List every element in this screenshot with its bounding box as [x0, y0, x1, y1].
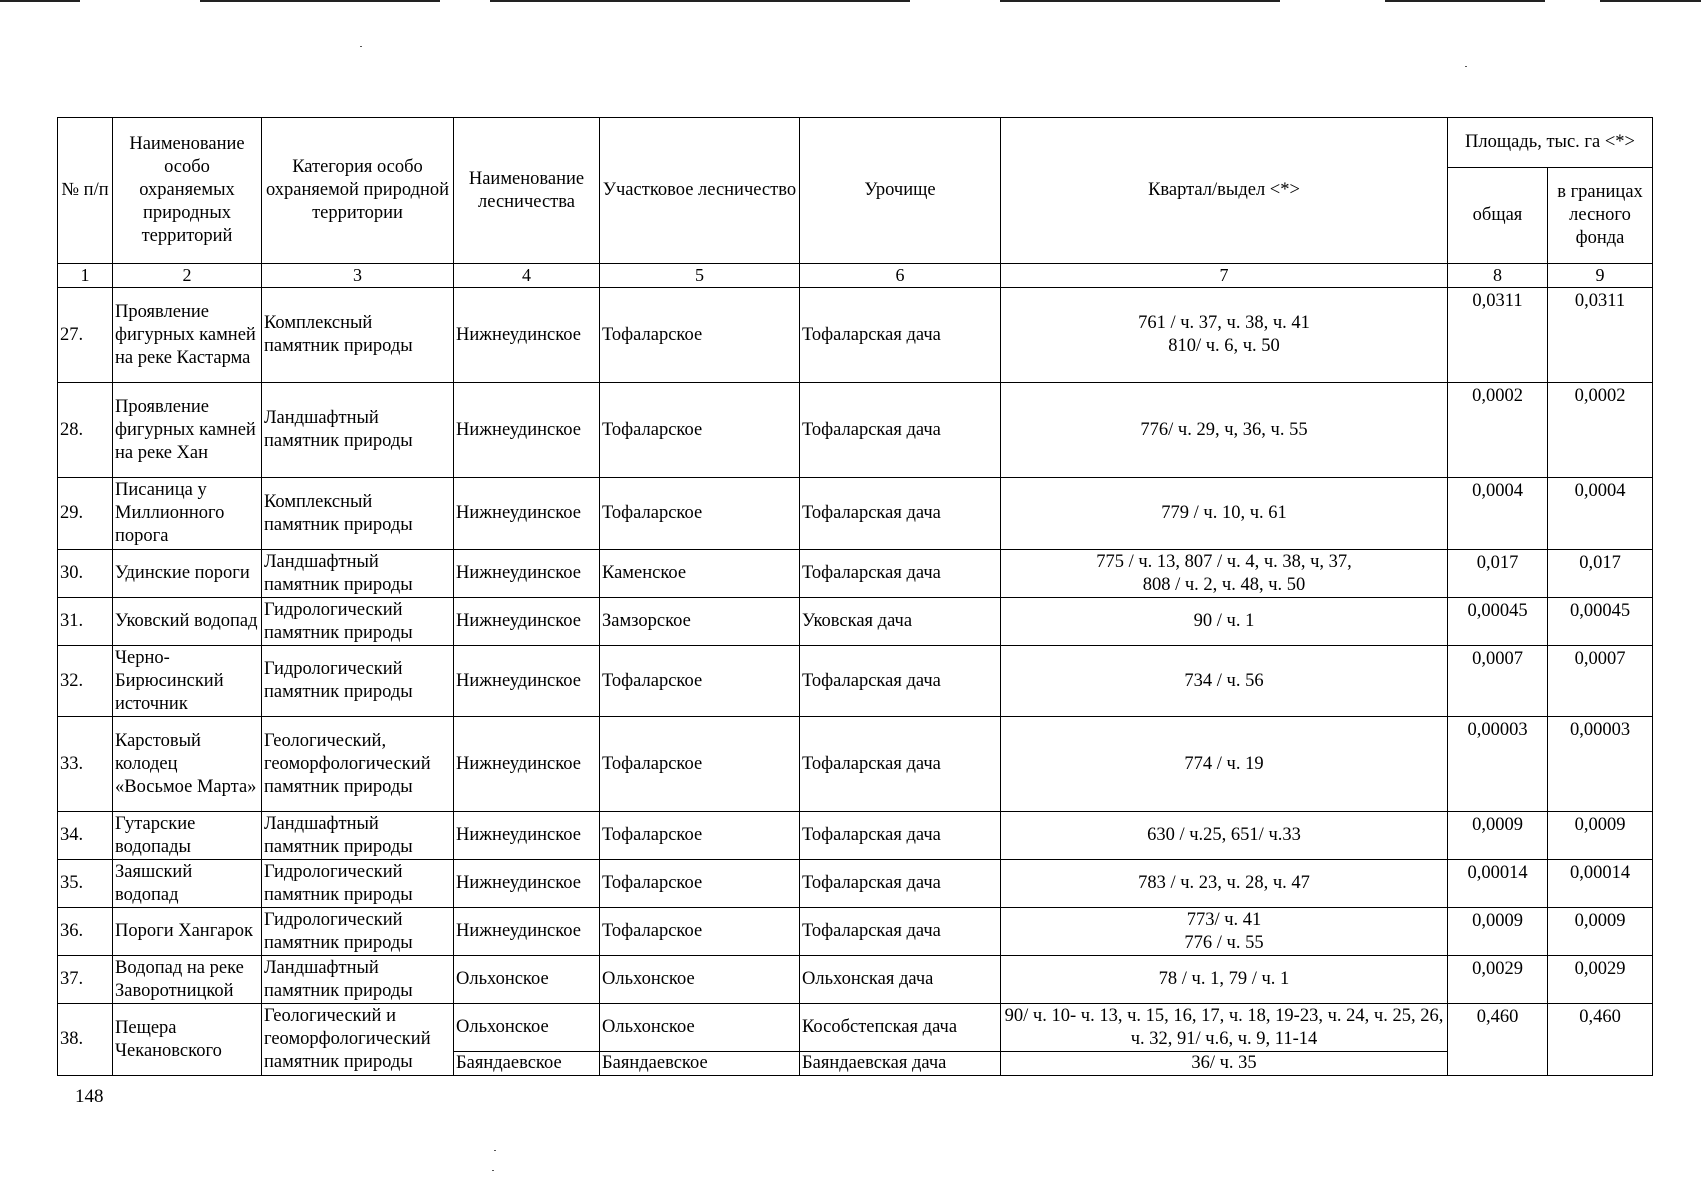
- table-row: [58, 956, 1653, 1004]
- forestry-district: Ольхонское: [600, 956, 800, 1004]
- area-forest: 0,0007: [1548, 646, 1653, 717]
- table-row: [58, 288, 1653, 383]
- area-total: 0,0007: [1448, 646, 1548, 717]
- area-category: Ландшафтный памятник природы: [262, 383, 454, 478]
- col-number: 3: [262, 264, 454, 288]
- row-number: 32.: [58, 646, 113, 717]
- table-row: [58, 717, 1653, 812]
- row-number: 27.: [58, 288, 113, 383]
- forestry-district: Замзорское: [600, 598, 800, 646]
- area-forest: 0,00045: [1548, 598, 1653, 646]
- area-name: Пороги Хангарок: [113, 908, 262, 956]
- forestry-name: Нижнеудинское: [454, 646, 600, 717]
- area-forest: 0,017: [1548, 550, 1653, 598]
- col-number: 6: [800, 264, 1001, 288]
- area-total: 0,0311: [1448, 288, 1548, 383]
- table-row: [58, 812, 1653, 860]
- area-category: Гидрологический памятник природы: [262, 908, 454, 956]
- area-category: Геологический, геоморфологический памятник природы: [262, 717, 454, 812]
- area-name: Пещера Чекановского: [113, 1004, 262, 1076]
- table-row: [58, 478, 1653, 550]
- col-header-quarter: Квартал/выдел <*>: [1001, 118, 1448, 264]
- forestry-name: Ольхонское: [454, 956, 600, 1004]
- col-number: 2: [113, 264, 262, 288]
- area-total: 0,460: [1448, 1004, 1548, 1076]
- area-name: Писаница у Миллионного порога: [113, 478, 262, 550]
- row-number: 31.: [58, 598, 113, 646]
- forestry-district: Тофаларское: [600, 717, 800, 812]
- forestry-district: Тофаларское: [600, 812, 800, 860]
- forestry-district: Тофаларское: [600, 860, 800, 908]
- col-header-area-total: общая: [1448, 168, 1548, 264]
- row-number: 38.: [58, 1004, 113, 1076]
- forestry-district: Каменское: [600, 550, 800, 598]
- forestry-name: Баяндаевское: [454, 1052, 600, 1076]
- scan-speck: [1465, 66, 1467, 67]
- col-header-forestry: Наименование лесничества: [454, 118, 600, 264]
- area-name: Черно-Бирюсинский источник: [113, 646, 262, 717]
- row-number: 34.: [58, 812, 113, 860]
- forestry-name: Нижнеудинское: [454, 598, 600, 646]
- forestry-district: Тофаларское: [600, 908, 800, 956]
- col-number: 9: [1548, 264, 1653, 288]
- quarter-allotment: 761 / ч. 37, ч. 38, ч. 41 810/ ч. 6, ч. 50: [1001, 288, 1448, 383]
- top-rule: [0, 0, 80, 2]
- table-row: [58, 1004, 1653, 1052]
- col-header-name: Наименование особо охраняемых природных территорий: [113, 118, 262, 264]
- area-category: Гидрологический памятник природы: [262, 598, 454, 646]
- area-forest: 0,0009: [1548, 812, 1653, 860]
- forestry-name: Нижнеудинское: [454, 812, 600, 860]
- area-name: Водопад на реке Заворотницкой: [113, 956, 262, 1004]
- area-category: Геологический и геоморфологический памятник природы: [262, 1004, 454, 1076]
- forestry-district: Ольхонское: [600, 1004, 800, 1052]
- top-rule: [1600, 0, 1701, 2]
- area-name: Удинские пороги: [113, 550, 262, 598]
- tract-name: Тофаларская дача: [800, 383, 1001, 478]
- scan-speck: [360, 46, 362, 47]
- table-row: [58, 860, 1653, 908]
- scan-speck: [494, 1150, 496, 1151]
- tract-name: Баяндаевская дача: [800, 1052, 1001, 1076]
- col-number: 8: [1448, 264, 1548, 288]
- tract-name: Тофаларская дача: [800, 812, 1001, 860]
- top-rule: [490, 0, 910, 2]
- area-name: Проявление фигурных камней на реке Кастарма: [113, 288, 262, 383]
- area-total: 0,00003: [1448, 717, 1548, 812]
- area-name: Проявление фигурных камней на реке Хан: [113, 383, 262, 478]
- row-number: 28.: [58, 383, 113, 478]
- forestry-district: Тофаларское: [600, 646, 800, 717]
- row-number: 35.: [58, 860, 113, 908]
- page-number: 148: [75, 1086, 104, 1107]
- col-header-tract: Урочище: [800, 118, 1001, 264]
- col-number: 4: [454, 264, 600, 288]
- area-name: Уковский водопад: [113, 598, 262, 646]
- col-number: 1: [58, 264, 113, 288]
- table-row: [58, 598, 1653, 646]
- quarter-allotment: 783 / ч. 23, ч. 28, ч. 47: [1001, 860, 1448, 908]
- scan-speck: [492, 1170, 494, 1171]
- col-header-district: Участковое лесничество: [600, 118, 800, 264]
- area-forest: 0,0029: [1548, 956, 1653, 1004]
- forestry-name: Нижнеудинское: [454, 288, 600, 383]
- table-row: [58, 908, 1653, 956]
- area-forest: 0,0311: [1548, 288, 1653, 383]
- forestry-name: Нижнеудинское: [454, 383, 600, 478]
- table-row: [58, 646, 1653, 717]
- quarter-allotment: 779 / ч. 10, ч. 61: [1001, 478, 1448, 550]
- area-category: Ландшафтный памятник природы: [262, 956, 454, 1004]
- area-name: Карстовый колодец «Восьмое Марта»: [113, 717, 262, 812]
- col-header-area: Площадь, тыс. га <*>: [1448, 118, 1653, 168]
- forestry-district: Баяндаевское: [600, 1052, 800, 1076]
- col-header-category: Категория особо охраняемой природной территории: [262, 118, 454, 264]
- area-category: Ландшафтный памятник природы: [262, 550, 454, 598]
- area-category: Ландшафтный памятник природы: [262, 812, 454, 860]
- tract-name: Тофаларская дача: [800, 717, 1001, 812]
- quarter-allotment: 90/ ч. 10- ч. 13, ч. 15, 16, 17, ч. 18, 19-23, ч. 24, ч. 25, 26, ч. 32, 91/ ч.6, ч. 9, 11-14: [1001, 1004, 1448, 1052]
- quarter-allotment: 734 / ч. 56: [1001, 646, 1448, 717]
- top-rule: [1000, 0, 1280, 2]
- area-total: 0,00045: [1448, 598, 1548, 646]
- forestry-name: Нижнеудинское: [454, 860, 600, 908]
- protected-areas-table: [57, 117, 1653, 1076]
- area-forest: 0,00003: [1548, 717, 1653, 812]
- area-category: Комплексный памятник природы: [262, 288, 454, 383]
- row-number: 37.: [58, 956, 113, 1004]
- col-header-area-forest: в границах лесного фонда: [1548, 168, 1653, 264]
- area-total: 0,0029: [1448, 956, 1548, 1004]
- area-total: 0,0009: [1448, 812, 1548, 860]
- tract-name: Кособстепская дача: [800, 1004, 1001, 1052]
- tract-name: Тофаларская дача: [800, 288, 1001, 383]
- forestry-district: Тофаларское: [600, 478, 800, 550]
- area-total: 0,0009: [1448, 908, 1548, 956]
- forestry-name: Нижнеудинское: [454, 717, 600, 812]
- table-row: [58, 550, 1653, 598]
- quarter-allotment: 775 / ч. 13, 807 / ч. 4, ч. 38, ч, 37, 808 / ч. 2, ч. 48, ч. 50: [1001, 550, 1448, 598]
- quarter-allotment: 78 / ч. 1, 79 / ч. 1: [1001, 956, 1448, 1004]
- area-forest: 0,0009: [1548, 908, 1653, 956]
- area-category: Комплексный памятник природы: [262, 478, 454, 550]
- row-number: 29.: [58, 478, 113, 550]
- quarter-allotment: 776/ ч. 29, ч, 36, ч. 55: [1001, 383, 1448, 478]
- forestry-name: Нижнеудинское: [454, 478, 600, 550]
- quarter-allotment: 36/ ч. 35: [1001, 1052, 1448, 1076]
- quarter-allotment: 630 / ч.25, 651/ ч.33: [1001, 812, 1448, 860]
- top-rule: [1385, 0, 1545, 2]
- tract-name: Тофаларская дача: [800, 860, 1001, 908]
- area-total: 0,00014: [1448, 860, 1548, 908]
- area-total: 0,0002: [1448, 383, 1548, 478]
- area-forest: 0,00014: [1548, 860, 1653, 908]
- area-name: Заяшский водопад: [113, 860, 262, 908]
- area-forest: 0,0002: [1548, 383, 1653, 478]
- row-number: 33.: [58, 717, 113, 812]
- area-category: Гидрологический памятник природы: [262, 646, 454, 717]
- top-rule: [200, 0, 440, 2]
- col-header-no: № п/п: [58, 118, 113, 264]
- forestry-name: Нижнеудинское: [454, 908, 600, 956]
- area-total: 0,0004: [1448, 478, 1548, 550]
- area-name: Гутарские водопады: [113, 812, 262, 860]
- tract-name: Тофаларская дача: [800, 478, 1001, 550]
- col-number: 5: [600, 264, 800, 288]
- area-category: Гидрологический памятник природы: [262, 860, 454, 908]
- forestry-name: Нижнеудинское: [454, 550, 600, 598]
- tract-name: Ольхонская дача: [800, 956, 1001, 1004]
- area-total: 0,017: [1448, 550, 1548, 598]
- forestry-district: Тофаларское: [600, 383, 800, 478]
- quarter-allotment: 90 / ч. 1: [1001, 598, 1448, 646]
- row-number: 30.: [58, 550, 113, 598]
- area-forest: 0,0004: [1548, 478, 1653, 550]
- tract-name: Уковская дача: [800, 598, 1001, 646]
- quarter-allotment: 773/ ч. 41 776 / ч. 55: [1001, 908, 1448, 956]
- tract-name: Тофаларская дача: [800, 646, 1001, 717]
- quarter-allotment: 774 / ч. 19: [1001, 717, 1448, 812]
- col-number: 7: [1001, 264, 1448, 288]
- tract-name: Тофаларская дача: [800, 908, 1001, 956]
- forestry-district: Тофаларское: [600, 288, 800, 383]
- row-number: 36.: [58, 908, 113, 956]
- tract-name: Тофаларская дача: [800, 550, 1001, 598]
- forestry-name: Ольхонское: [454, 1004, 600, 1052]
- area-forest: 0,460: [1548, 1004, 1653, 1076]
- table-row: [58, 383, 1653, 478]
